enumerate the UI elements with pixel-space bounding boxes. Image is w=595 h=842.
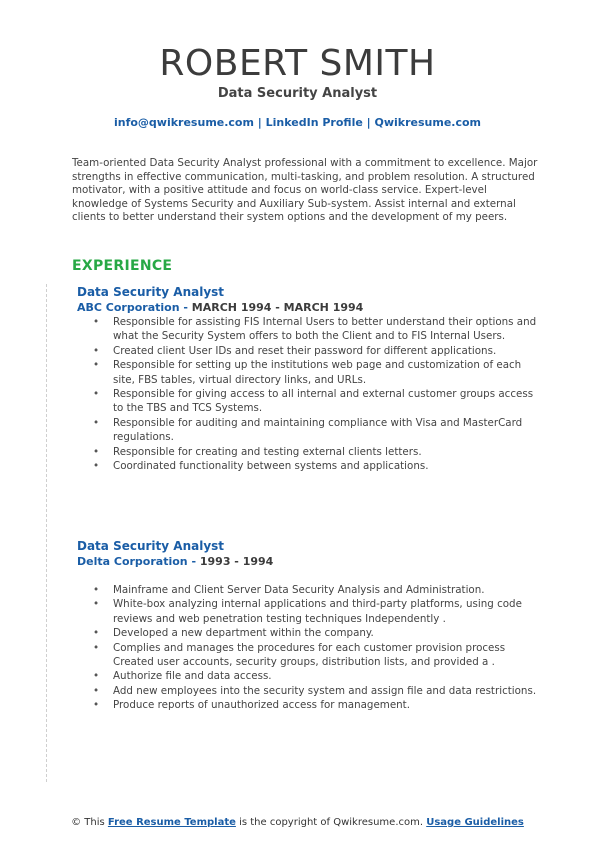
bullet-item: • Mainframe and Client Server Data Security Analysis and Administration. bbox=[77, 583, 537, 597]
bullet-item: • Responsible for assisting FIS Internal Users to better understand their options and what the Security System offers to both the Client and to FIS Internal Users. bbox=[77, 315, 537, 344]
website-link[interactable]: Qwikresume.com bbox=[374, 116, 482, 129]
footer-copyright: is the copyright of Qwikresume.com. bbox=[235, 817, 427, 828]
spacer bbox=[77, 569, 537, 583]
usage-guidelines-link[interactable]: Usage Guidelines bbox=[426, 817, 524, 828]
bullet-item: • Complies and manages the procedures for each customer provision process Created user accounts, security groups, distribution lists, and provided a . bbox=[77, 641, 537, 670]
company-name: ABC Corporation - bbox=[77, 301, 192, 314]
bullet-item: • Produce reports of unauthorized access for management. bbox=[77, 698, 537, 712]
candidate-title: Data Security Analyst bbox=[217, 86, 378, 101]
job-title: Data Security Analyst bbox=[77, 539, 225, 553]
job-company bbox=[77, 300, 537, 315]
bullet-item: • Responsible for giving access to all internal and external customer groups access to the TBS and TCS Systems. bbox=[77, 387, 537, 416]
bullet-item: • Coordinated functionality between systems and applications. bbox=[77, 459, 537, 473]
contact-separator: | bbox=[362, 116, 375, 129]
job-company bbox=[77, 554, 537, 569]
bullet-item: • Authorize file and data access. bbox=[77, 669, 537, 683]
footer bbox=[0, 817, 595, 828]
bullet-item: • Responsible for auditing and maintaining compliance with Visa and MasterCard regulations. bbox=[77, 416, 537, 445]
footer-prefix: © This bbox=[71, 817, 108, 828]
contact-line bbox=[0, 116, 595, 129]
job-bullets bbox=[77, 583, 537, 713]
bullet-item: • White-box analyzing internal applications and third-party platforms, using code reviews and web penetration testing techniques Independently . bbox=[77, 597, 537, 626]
free-resume-template-link[interactable]: Free Resume Template bbox=[107, 817, 236, 828]
candidate-name: ROBERT SMITH bbox=[159, 43, 436, 84]
summary-paragraph: Team-oriented Data Security Analyst professional with a commitment to excellence. Major strengths in effective communication, multi-tasking, and problem resolution. A structured motivator, with a positive attitude and focus on world-class service. Expert-level knowledge of Systems Security and Auxiliary Sub-system. Assist internal and external clients to better understand their system options and the development of my peers. bbox=[72, 157, 538, 224]
job-entry bbox=[77, 284, 537, 473]
bullet-item: • Responsible for setting up the institutions web page and customization of each site, FBS tables, virtual directory links, and URLs. bbox=[77, 358, 537, 387]
job-dates: 1993 - 1994 bbox=[199, 555, 274, 568]
bullet-item: • Responsible for creating and testing external clients letters. bbox=[77, 445, 537, 459]
linkedin-link[interactable]: LinkedIn Profile bbox=[265, 116, 363, 129]
bullet-item: • Created client User IDs and reset their password for different applications. bbox=[77, 344, 537, 358]
company-name: Delta Corporation - bbox=[77, 555, 200, 568]
bullet-item: • Developed a new department within the company. bbox=[77, 626, 537, 640]
contact-separator: | bbox=[253, 116, 266, 129]
job-entry bbox=[77, 538, 537, 713]
bullet-item: • Add new employees into the security system and assign file and data restrictions. bbox=[77, 684, 537, 698]
experience-section bbox=[46, 284, 547, 782]
experience-heading: EXPERIENCE bbox=[72, 258, 173, 274]
job-dates: MARCH 1994 - MARCH 1994 bbox=[191, 301, 364, 314]
email-link[interactable]: info@qwikresume.com bbox=[113, 116, 254, 129]
job-title: Data Security Analyst bbox=[77, 285, 225, 299]
job-bullets bbox=[77, 315, 537, 473]
